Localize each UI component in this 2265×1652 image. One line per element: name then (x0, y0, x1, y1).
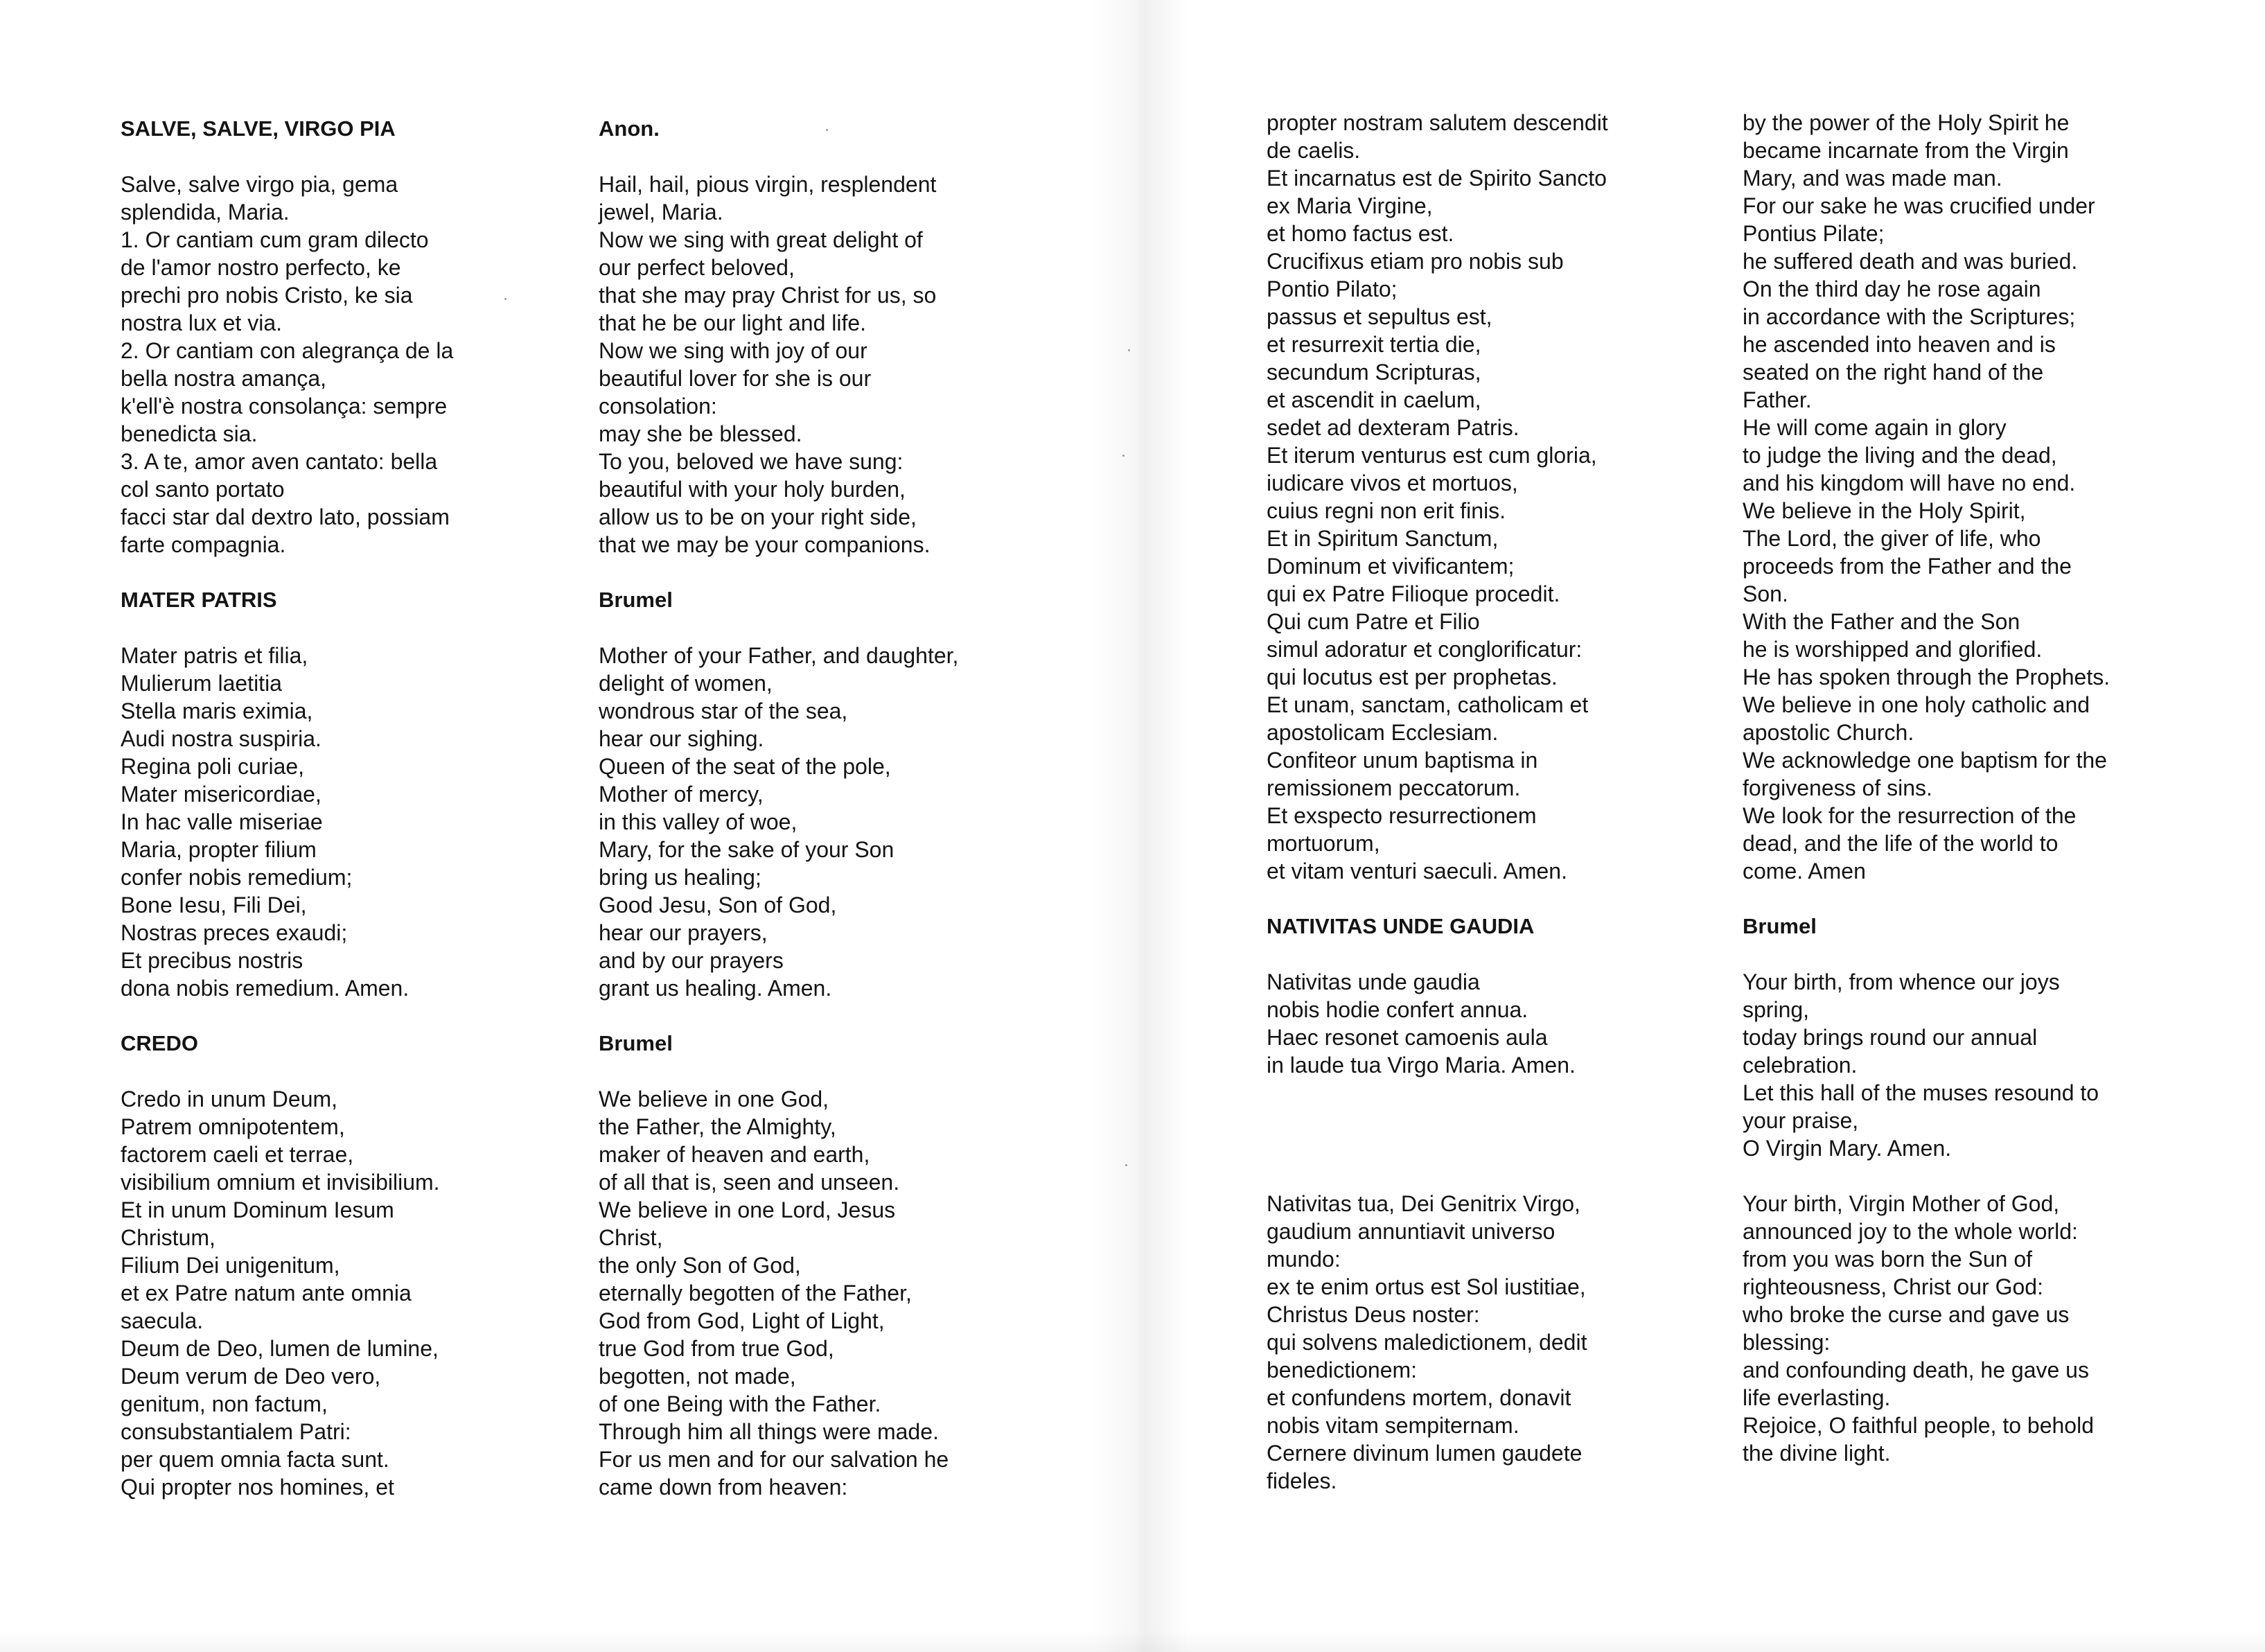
text-line: Deum de Deo, lumen de lumine, (121, 1336, 439, 1361)
blank-line (1267, 940, 1710, 968)
paper-speck (1122, 455, 1125, 457)
text-line: seated on the right hand of the (1743, 360, 2044, 385)
blank-line (1267, 1134, 1710, 1162)
text-line: et ex Patre natum ante omnia (121, 1281, 412, 1306)
blank-line (1743, 940, 2186, 968)
text-line: Dominum et vivificantem; (1267, 554, 1515, 579)
text-line: in laude tua Virgo Maria. Amen. (1267, 1053, 1576, 1078)
text-line: Christum, (121, 1225, 215, 1250)
text-line: Rejoice, O faithful people, to behold (1743, 1413, 2094, 1438)
text-line: allow us to be on your right side, (599, 504, 917, 529)
text-line: by the power of the Holy Spirit he (1743, 110, 2070, 135)
text-line: God from God, Light of Light, (599, 1308, 885, 1333)
text-line: Cernere divinum lumen gaudete (1267, 1441, 1583, 1466)
blank-line (121, 559, 564, 586)
text-line: He will come again in glory (1743, 415, 2007, 440)
text-line: benedicta sia. (121, 421, 258, 446)
composer-anon: Anon. (599, 116, 660, 141)
page-bottom-edge (0, 1630, 2265, 1652)
text-line: The Lord, the giver of life, who (1743, 526, 2041, 551)
text-line: spring, (1743, 997, 1810, 1022)
text-line: apostolic Church. (1743, 720, 1914, 745)
text-line: qui solvens maledictionem, dedit (1267, 1330, 1587, 1355)
text-line: On the third day he rose again (1743, 276, 2041, 301)
text-line: 3. A te, amor aven cantato: bella (121, 449, 438, 474)
text-line: Father. (1743, 387, 1812, 412)
text-line: remissionem peccatorum. (1267, 775, 1521, 800)
text-line: To you, beloved we have sung: (599, 449, 904, 474)
text-line: proceeds from the Father and the (1743, 554, 2072, 579)
text-line: blessing: (1743, 1330, 1831, 1355)
text-line: We look for the resurrection of the (1743, 803, 2077, 828)
text-line: eternally begotten of the Father, (599, 1281, 912, 1306)
text-line: Deum verum de Deo vero, (121, 1364, 381, 1389)
blank-line (121, 1057, 564, 1085)
text-line: Filium Dei unigenitum, (121, 1253, 340, 1278)
text-line: We believe in one God, (599, 1087, 829, 1111)
composer-brumel-mater-patris: Brumel (599, 588, 673, 612)
text-line: Hail, hail, pious virgin, resplendent (599, 172, 937, 197)
text-line: our perfect beloved, (599, 255, 795, 280)
text-line: the Father, the Almighty, (599, 1114, 836, 1139)
text-line: Mary, for the sake of your Son (599, 837, 894, 862)
text-line: Mulierum laetitia (121, 671, 282, 696)
text-line: Qui propter nos homines, et (121, 1475, 394, 1500)
text-line: jewel, Maria. (599, 200, 723, 225)
text-line: Et unam, sanctam, catholicam et (1267, 692, 1589, 717)
text-line: Mother of your Father, and daughter, (599, 643, 959, 668)
text-line: Et iterum venturus est cum gloria, (1267, 443, 1597, 468)
text-line: Nativitas tua, Dei Genitrix Virgo, (1267, 1191, 1580, 1216)
blank-line (599, 614, 1042, 642)
text-line: visibilium omnium et invisibilium. (121, 1170, 440, 1195)
text-line: nostra lux et via. (121, 310, 282, 335)
text-line: that he be our light and life. (599, 310, 867, 335)
text-line: per quem omnia facta sunt. (121, 1447, 389, 1472)
blank-line (599, 1002, 1042, 1030)
text-line: and his kingdom will have no end. (1743, 471, 2076, 495)
text-column-right-latin (1267, 109, 1710, 1495)
text-line: Credo in unum Deum, (121, 1087, 338, 1111)
text-line: Son. (1743, 581, 1788, 606)
text-line: et vitam venturi saeculi. Amen. (1267, 859, 1567, 884)
text-line: Audi nostra suspiria. (121, 726, 321, 751)
blank-line (1267, 1162, 1710, 1190)
text-line: begotten, not made, (599, 1364, 796, 1389)
text-line: Nostras preces exaudi; (121, 920, 348, 945)
text-line: Mary, and was made man. (1743, 166, 2002, 191)
text-line: consubstantialem Patri: (121, 1419, 351, 1444)
text-line: In hac valle miseriae (121, 809, 323, 834)
text-line: facci star dal dextro lato, possiam (121, 504, 450, 529)
text-line: Christ, (599, 1225, 663, 1250)
blank-line (599, 559, 1042, 586)
paper-speck (826, 129, 828, 131)
text-line: may she be blessed. (599, 421, 802, 446)
text-line: We acknowledge one baptism for the (1743, 748, 2107, 773)
text-line: righteousness, Christ our God: (1743, 1274, 2043, 1299)
text-line: Your birth, Virgin Mother of God, (1743, 1191, 2060, 1216)
text-line: col santo portato (121, 477, 285, 502)
text-line: qui ex Patre Filioque procedit. (1267, 581, 1560, 606)
text-column-left-english (599, 115, 1042, 1501)
text-line: bring us healing; (599, 865, 761, 890)
text-line: became incarnate from the Virgin (1743, 138, 2069, 163)
text-line: life everlasting. (1743, 1385, 1891, 1410)
text-line: Good Jesu, Son of God, (599, 893, 837, 917)
text-line: nobis vitam sempiternam. (1267, 1413, 1519, 1438)
blank-line (1743, 885, 2186, 913)
text-line: Et incarnatus est de Spirito Sancto (1267, 166, 1607, 191)
text-line: For us men and for our salvation he (599, 1447, 949, 1472)
text-line: de caelis. (1267, 138, 1361, 163)
text-line: hear our prayers, (599, 920, 768, 945)
text-line: We believe in the Holy Spirit, (1743, 498, 2026, 523)
text-line: prechi pro nobis Cristo, ke sia (121, 283, 413, 308)
text-line: 2. Or cantiam con alegrança de la (121, 338, 454, 363)
text-line: With the Father and the Son (1743, 609, 2020, 634)
text-line: Maria, propter filium (121, 837, 317, 862)
text-line: cuius regni non erit finis. (1267, 498, 1506, 523)
text-line: splendida, Maria. (121, 200, 290, 225)
text-line: Christus Deus noster: (1267, 1302, 1480, 1327)
text-line: sedet ad dexteram Patris. (1267, 415, 1519, 440)
text-line: consolation: (599, 394, 717, 419)
blank-line (1267, 1079, 1710, 1107)
text-line: Let this hall of the muses resound to (1743, 1080, 2099, 1105)
text-line: in this valley of woe, (599, 809, 797, 834)
text-line: gaudium annuntiavit universo (1267, 1219, 1555, 1244)
text-line: Et in Spiritum Sanctum, (1267, 526, 1499, 551)
text-line: from you was born the Sun of (1743, 1247, 2032, 1272)
text-line: Et in unum Dominum Iesum (121, 1197, 394, 1222)
text-line: O Virgin Mary. Amen. (1743, 1136, 1952, 1161)
text-line: that she may pray Christ for us, so (599, 283, 937, 308)
text-line: 1. Or cantiam cum gram dilecto (121, 227, 429, 252)
text-line: apostolicam Ecclesiam. (1267, 720, 1499, 745)
text-line: your praise, (1743, 1108, 1859, 1133)
text-line: and confounding death, he gave us (1743, 1357, 2089, 1382)
paper-speck (1125, 1164, 1127, 1166)
text-line: Pontius Pilate; (1743, 221, 1885, 246)
text-line: Et precibus nostris (121, 948, 303, 973)
text-line: Salve, salve virgo pia, gema (121, 172, 398, 197)
text-line: propter nostram salutem descendit (1267, 110, 1608, 135)
text-line: Your birth, from whence our joys (1743, 969, 2060, 994)
text-line: celebration. (1743, 1053, 1858, 1078)
blank-line (1267, 885, 1710, 913)
text-line: Et exspecto resurrectionem (1267, 803, 1537, 828)
text-line: et ascendit in caelum, (1267, 387, 1481, 412)
text-line: of all that is, seen and unseen. (599, 1170, 900, 1195)
text-line: come. Amen (1743, 859, 1866, 884)
heading-salve-salve-virgo-pia: SALVE, SALVE, VIRGO PIA (121, 116, 396, 141)
text-line: Mater patris et filia, (121, 643, 308, 668)
text-column-right-english (1743, 109, 2186, 1467)
text-line: Bone Iesu, Fili Dei, (121, 893, 307, 917)
text-line: et homo factus est. (1267, 221, 1454, 246)
text-line: de l'amor nostro perfecto, ke (121, 255, 401, 280)
text-line: and by our prayers (599, 948, 784, 973)
text-line: mortuorum, (1267, 831, 1380, 856)
text-line: mundo: (1267, 1247, 1341, 1272)
text-line: dead, and the life of the world to (1743, 831, 2059, 856)
text-line: farte compagnia. (121, 532, 286, 557)
text-line: maker of heaven and earth, (599, 1142, 870, 1167)
text-line: Queen of the seat of the pole, (599, 754, 891, 779)
text-line: bella nostra amança, (121, 366, 327, 391)
text-line: Now we sing with joy of our (599, 338, 867, 363)
composer-brumel-credo: Brumel (599, 1031, 673, 1055)
text-line: et confundens mortem, donavit (1267, 1385, 1571, 1410)
text-line: true God from true God, (599, 1336, 834, 1361)
text-line: beautiful lover for she is our (599, 366, 872, 391)
paper-speck (504, 298, 506, 300)
text-line: wondrous star of the sea, (599, 698, 848, 723)
text-line: Mater misericordiae, (121, 782, 321, 807)
text-line: ex Maria Virgine, (1267, 193, 1433, 218)
text-line: of one Being with the Father. (599, 1391, 881, 1416)
blank-line (121, 614, 564, 642)
text-line: Nativitas unde gaudia (1267, 969, 1480, 994)
text-line: He has spoken through the Prophets. (1743, 665, 2110, 689)
text-line: Through him all things were made. (599, 1419, 939, 1444)
text-line: in accordance with the Scriptures; (1743, 304, 2076, 329)
text-line: et resurrexit tertia die, (1267, 332, 1481, 357)
text-line: Pontio Pilato; (1267, 276, 1398, 301)
text-line: ex te enim ortus est Sol iustitiae, (1267, 1274, 1586, 1299)
text-line: Patrem omnipotentem, (121, 1114, 345, 1139)
blank-line (1743, 1162, 2186, 1190)
text-line: confer nobis remedium; (121, 865, 353, 890)
text-line: hear our sighing. (599, 726, 764, 751)
text-line: iudicare vivos et mortuos, (1267, 471, 1518, 495)
blank-line (121, 143, 564, 170)
text-line: the only Son of God, (599, 1253, 801, 1278)
text-line: qui locutus est per prophetas. (1267, 665, 1558, 689)
text-line: For our sake he was crucified under (1743, 193, 2095, 218)
text-line: he suffered death and was buried. (1743, 249, 2078, 274)
text-line: who broke the curse and gave us (1743, 1302, 2070, 1327)
text-line: Confiteor unum baptisma in (1267, 748, 1538, 773)
text-line: Now we sing with great delight of (599, 227, 923, 252)
text-line: Qui cum Patre et Filio (1267, 609, 1480, 634)
text-line: he ascended into heaven and is (1743, 332, 2056, 357)
text-line: today brings round our annual (1743, 1025, 2038, 1050)
text-line: came down from heaven: (599, 1475, 848, 1500)
text-line: passus et sepultus est, (1267, 304, 1492, 329)
text-line: he is worshipped and glorified. (1743, 637, 2043, 662)
blank-line (599, 1057, 1042, 1085)
text-line: Regina poli curiae, (121, 754, 305, 779)
text-line: saecula. (121, 1308, 204, 1333)
text-line: that we may be your companions. (599, 532, 931, 557)
text-line: dona nobis remedium. Amen. (121, 976, 409, 1001)
blank-line (1267, 1107, 1710, 1134)
text-line: to judge the living and the dead, (1743, 443, 2057, 468)
text-line: Stella maris eximia, (121, 698, 313, 723)
composer-brumel-nativitas: Brumel (1743, 914, 1817, 938)
text-line: nobis hodie confert annua. (1267, 997, 1528, 1022)
blank-line (121, 1002, 564, 1030)
heading-mater-patris: MATER PATRIS (121, 588, 277, 612)
text-line: benedictionem: (1267, 1357, 1418, 1382)
paper-speck (1128, 349, 1130, 351)
heading-credo: CREDO (121, 1031, 198, 1055)
text-line: k'ell'è nostra consolança: sempre (121, 394, 448, 419)
text-line: Crucifixus etiam pro nobis sub (1267, 249, 1564, 274)
text-line: We believe in one Lord, Jesus (599, 1197, 896, 1222)
text-line: grant us healing. Amen. (599, 976, 832, 1001)
text-line: Haec resonet camoenis aula (1267, 1025, 1548, 1050)
text-line: simul adoratur et conglorificatur: (1267, 637, 1583, 662)
text-line: delight of women, (599, 671, 773, 696)
text-line: We believe in one holy catholic and (1743, 692, 2090, 717)
text-line: Mother of mercy, (599, 782, 764, 807)
text-line: the divine light. (1743, 1441, 1891, 1466)
text-line: genitum, non factum, (121, 1391, 328, 1416)
text-line: factorem caeli et terrae, (121, 1142, 354, 1167)
book-gutter-shadow (1091, 0, 1188, 1652)
text-line: forgiveness of sins. (1743, 775, 1932, 800)
text-line: beautiful with your holy burden, (599, 477, 906, 502)
heading-nativitas-unde-gaudia: NATIVITAS UNDE GAUDIA (1267, 914, 1535, 938)
text-column-left-latin (121, 115, 564, 1501)
text-line: announced joy to the whole world: (1743, 1219, 2078, 1244)
text-line: fideles. (1267, 1468, 1337, 1493)
text-line: secundum Scripturas, (1267, 360, 1481, 385)
blank-line (599, 143, 1042, 170)
